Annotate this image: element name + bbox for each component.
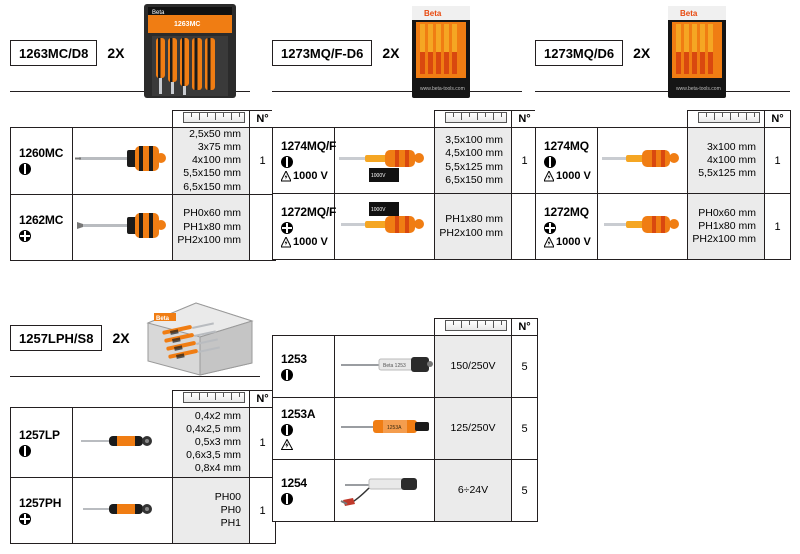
desc-line: PH2x100 mm <box>177 233 241 246</box>
table-header-row <box>273 111 538 128</box>
column-header-n: N° <box>512 111 538 128</box>
ruler-icon <box>435 319 512 336</box>
voltage-label: 1000 V <box>293 236 328 248</box>
table-row <box>273 398 538 460</box>
row-code: 1272MQ <box>544 205 589 219</box>
voltage-rating <box>281 236 334 248</box>
desc-line: 3x100 mm <box>706 140 756 153</box>
phillips-screwdriver-icon <box>19 230 72 242</box>
ruler-icon <box>688 111 765 128</box>
product-qty-1: 2X <box>107 45 125 61</box>
table-row <box>11 194 276 260</box>
flat-screwdriver-icon <box>281 424 334 436</box>
row-description <box>435 398 512 460</box>
flat-screwdriver-icon <box>544 156 597 168</box>
row-code: 1254 <box>281 476 307 490</box>
column-header-n: N° <box>512 319 538 336</box>
row-product-image <box>73 128 173 195</box>
svg-text:Beta: Beta <box>152 10 165 16</box>
phillips-screwdriver-icon <box>544 222 597 234</box>
desc-line: 0,4x2 mm <box>194 409 241 422</box>
product-photo-1273mqd6 <box>660 2 734 100</box>
column-header-n: N° <box>765 111 791 128</box>
desc-line: 0,4x2,5 mm <box>186 422 241 435</box>
row-description <box>688 194 765 260</box>
desc-line: PH0 <box>220 503 241 516</box>
row-quantity: 5 <box>512 336 538 398</box>
product-code-box-3: 1273MQ/D6 <box>535 40 623 66</box>
phillips-screwdriver-icon <box>281 222 334 234</box>
desc-line: PH2x100 mm <box>439 226 503 239</box>
row-description <box>173 128 250 195</box>
row-product-image <box>335 336 435 398</box>
svg-text:Beta: Beta <box>156 316 170 322</box>
ruler-icon <box>435 111 512 128</box>
row-product-image <box>598 128 688 194</box>
row-code: 1274MQ/F <box>281 139 337 153</box>
row-code: 1272MQ/F <box>281 205 337 219</box>
flat-screwdriver-icon <box>281 493 334 505</box>
product-code-box-4: 1257LPH/S8 <box>10 325 102 351</box>
desc-line: PH1 <box>220 517 241 530</box>
desc-line: PH1x80 mm <box>445 213 503 226</box>
flat-screwdriver-icon <box>19 445 72 457</box>
panel-2-header <box>272 40 522 66</box>
row-quantity: 1 <box>512 128 538 194</box>
desc-line: PH2x100 mm <box>692 233 756 246</box>
phillips-screwdriver-icon <box>19 513 72 525</box>
desc-line: PH1x80 mm <box>698 219 756 232</box>
product-photo-1273mqf-d6 <box>404 2 478 100</box>
row-product-image <box>598 194 688 260</box>
column-header-n: N° <box>250 111 276 128</box>
svg-text:1253A: 1253A <box>387 425 402 431</box>
row-quantity: 5 <box>512 460 538 522</box>
desc-line: 6,5x150 mm <box>445 173 503 186</box>
row-code: 1257PH <box>19 496 62 510</box>
row-product-image <box>335 460 435 522</box>
desc-line: 0,8x4 mm <box>194 462 241 475</box>
table-header-row <box>11 391 276 408</box>
voltage-label: 1000 V <box>556 170 591 182</box>
row-quantity: 1 <box>250 478 276 544</box>
panel-2-rule <box>272 91 522 92</box>
row-product-image <box>73 478 173 544</box>
row-product-image <box>335 128 435 194</box>
product-photo-1263mcd8 <box>138 2 246 100</box>
row-quantity: 1 <box>250 128 276 195</box>
row-code: 1253 <box>281 352 307 366</box>
table-header-row <box>536 111 791 128</box>
product-photo-1257lphs8 <box>140 297 260 377</box>
desc-line: PH00 <box>214 490 241 503</box>
flat-screwdriver-icon <box>19 163 72 175</box>
voltage-label: 1000 V <box>293 170 328 182</box>
row-code: 1274MQ <box>544 139 589 153</box>
voltage-rating <box>544 236 597 248</box>
table-row <box>11 128 276 195</box>
desc-line: 4x100 mm <box>191 154 241 167</box>
voltage-rating <box>544 170 597 182</box>
product-qty-4: 2X <box>112 330 130 346</box>
row-product-image <box>73 408 173 478</box>
ruler-icon <box>173 111 250 128</box>
spec-table-5 <box>272 318 538 522</box>
svg-text:Beta: Beta <box>424 9 442 18</box>
warning-triangle-icon <box>281 439 334 450</box>
row-description <box>435 128 512 194</box>
row-quantity: 1 <box>765 128 791 194</box>
product-code-box-2: 1273MQ/F-D6 <box>272 40 372 66</box>
row-description <box>435 460 512 522</box>
row-code: 1260MC <box>19 146 64 161</box>
desc-line: 5,5x125 mm <box>445 160 503 173</box>
voltage-rating <box>281 170 334 182</box>
svg-text:1000V: 1000V <box>371 207 386 213</box>
spec-table-1 <box>10 110 276 261</box>
desc-line: 4x100 mm <box>706 153 756 166</box>
desc-line: PH0x60 mm <box>183 207 241 220</box>
desc-line: PH1x80 mm <box>183 220 241 233</box>
row-code: 1257LP <box>19 428 60 442</box>
row-description <box>688 128 765 194</box>
table-header-row <box>11 111 276 128</box>
row-description <box>173 194 250 260</box>
desc-line: 0,6x3,5 mm <box>186 449 241 462</box>
desc-line: 3,5x100 mm <box>445 134 503 147</box>
row-quantity: 1 <box>250 408 276 478</box>
svg-text:Beta 1253: Beta 1253 <box>383 363 406 369</box>
table-row <box>273 194 538 260</box>
table-row <box>273 336 538 398</box>
row-description <box>173 478 250 544</box>
row-quantity: 5 <box>512 398 538 460</box>
row-product-image <box>73 194 173 260</box>
product-code-box-1: 1263MC/D8 <box>10 40 97 66</box>
column-header-n: N° <box>250 391 276 408</box>
table-row <box>11 478 276 544</box>
desc-line: 5,5x150 mm <box>183 167 241 180</box>
spec-table-4 <box>10 390 276 544</box>
svg-text:www.beta-tools.com: www.beta-tools.com <box>676 86 721 92</box>
row-product-image <box>335 398 435 460</box>
row-quantity <box>512 194 538 260</box>
desc-line: 4,5x100 mm <box>445 147 503 160</box>
row-code: 1253A <box>281 407 316 421</box>
table-header-row <box>273 319 538 336</box>
svg-text:Beta: Beta <box>680 9 698 18</box>
ruler-icon <box>173 391 250 408</box>
row-code: 1262MC <box>19 212 64 227</box>
desc-line: 3x75 mm <box>197 141 241 154</box>
spec-table-3 <box>535 110 791 260</box>
flat-screwdriver-icon <box>281 156 334 168</box>
desc-line: 0,5x3 mm <box>194 435 241 448</box>
row-description <box>435 194 512 260</box>
desc-line: 125/250V <box>450 421 496 434</box>
desc-line: 150/250V <box>450 359 496 372</box>
table-row <box>536 128 791 194</box>
row-quantity: 1 <box>765 194 791 260</box>
product-qty-3: 2X <box>633 45 651 61</box>
svg-text:1000V: 1000V <box>371 173 386 179</box>
voltage-label: 1000 V <box>556 236 591 248</box>
desc-line: 6÷24V <box>457 483 489 496</box>
table-row <box>273 128 538 194</box>
row-description <box>435 336 512 398</box>
desc-line: 2,5x50 mm <box>189 128 241 140</box>
desc-line: 5,5x125 mm <box>698 167 756 180</box>
table-row <box>11 408 276 478</box>
spec-table-2 <box>272 110 538 260</box>
svg-text:www.beta-tools.com: www.beta-tools.com <box>420 86 465 92</box>
table-row <box>536 194 791 260</box>
desc-line: PH0x60 mm <box>698 206 756 219</box>
product-qty-2: 2X <box>382 45 400 61</box>
row-product-image <box>335 194 435 260</box>
table-row <box>273 460 538 522</box>
desc-line: 6,5x150 mm <box>183 180 241 193</box>
row-description <box>173 408 250 478</box>
svg-text:1263MC: 1263MC <box>174 21 201 28</box>
flat-screwdriver-icon <box>281 369 334 381</box>
